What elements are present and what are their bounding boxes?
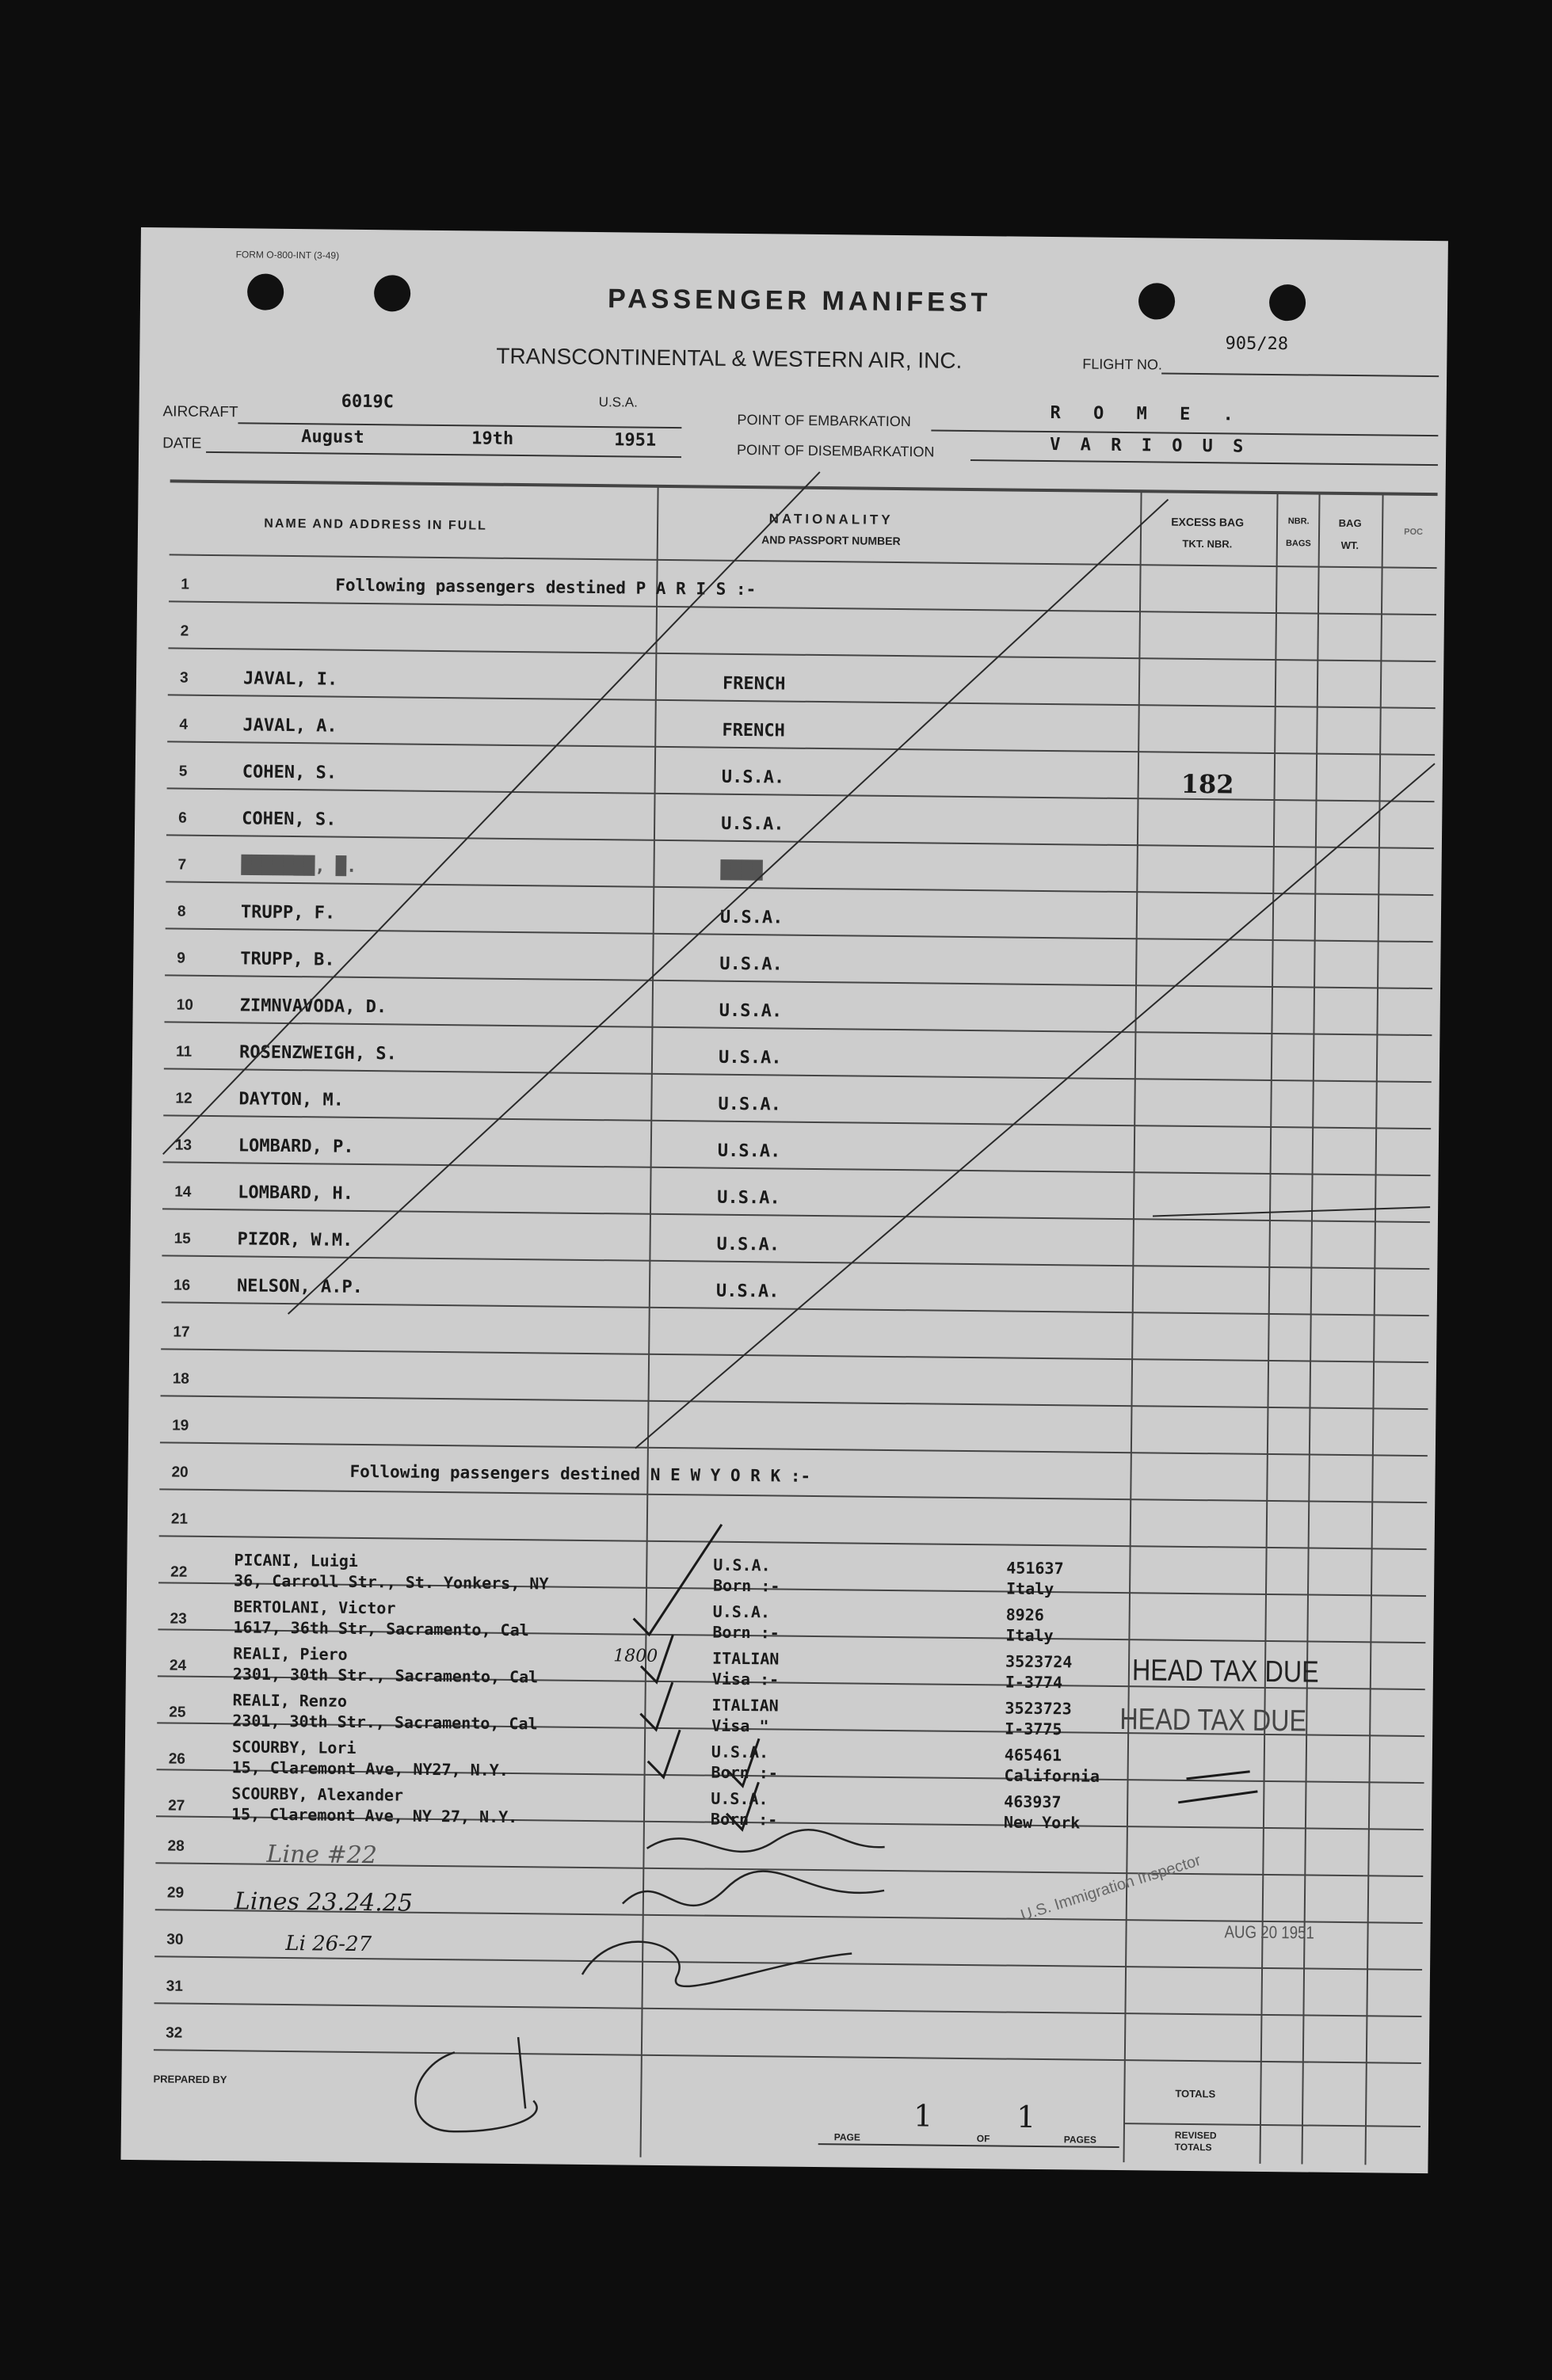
handwritten-note: Li 26-27 (285, 1932, 372, 1957)
row-number: 20 (171, 1464, 189, 1481)
passenger-address: 36, Carroll Str., St. Yonkers, NY (233, 1571, 549, 1594)
nationality: U.S.A. (716, 1234, 780, 1255)
head-tax-stamp: HEAD TAX DUE (1131, 1654, 1319, 1689)
passenger-name: LOMBARD, H. (238, 1182, 354, 1204)
bag-header: BAG (1338, 516, 1362, 530)
nationality-note: Born :- (712, 1622, 780, 1643)
disembarkation-value: V A R I O U S (1050, 435, 1249, 457)
row-number: 6 (178, 809, 187, 827)
passport-detail: California (1004, 1765, 1100, 1786)
embarkation-label: POINT OF EMBARKATION (737, 411, 911, 430)
passport-detail: New York (1003, 1812, 1081, 1833)
passport-detail: Italy (1005, 1625, 1054, 1646)
row-number: 13 (174, 1137, 193, 1154)
manifest-sheet (120, 227, 1447, 2173)
passenger-name: SCOURBY, Lori (231, 1737, 357, 1757)
strike-line (288, 490, 1169, 1323)
nationality: U.S.A. (718, 1047, 782, 1068)
passport-number: 465461 (1004, 1745, 1062, 1765)
revised-totals-label: TOTALS (1174, 2141, 1212, 2153)
passenger-name: NELSON, A.P. (236, 1276, 364, 1298)
row-number: 19 (172, 1417, 189, 1434)
extra-column-header: POC (1404, 527, 1424, 537)
row-number: 8 (177, 903, 186, 920)
nationality-note: Born :- (711, 1762, 779, 1783)
row-number: 23 (170, 1610, 187, 1628)
passenger-address: 2301, 30th Str., Sacramento, Cal (232, 1711, 538, 1734)
flight-number: 905/28 (1225, 333, 1289, 355)
row-number: 30 (166, 1931, 184, 1948)
passenger-name: TRUPP, B. (240, 949, 335, 970)
handwritten-note: Line #22 (266, 1840, 378, 1870)
row-number: 18 (172, 1370, 190, 1388)
check-mark-icon (641, 1635, 673, 1682)
signature (582, 1941, 852, 1988)
nationality: U.S.A. (718, 1094, 782, 1115)
check-mark-icon (633, 1524, 721, 1636)
row-number: 7 (177, 856, 187, 874)
nationality: U.S.A. (717, 1140, 781, 1162)
aircraft-country: U.S.A. (598, 394, 638, 410)
date-year: 1951 (614, 430, 657, 451)
row-number: 2 (180, 623, 189, 640)
handwritten-note: Lines 23.24.25 (234, 1887, 414, 1917)
passenger-name: PIZOR, W.M. (237, 1229, 353, 1251)
embarkation-value: R O M E . (1050, 403, 1245, 425)
nbr-header: NBR. (1287, 516, 1310, 527)
passenger-name: REALI, Renzo (232, 1690, 348, 1711)
strike-line (163, 465, 820, 1161)
passenger-address: 2301, 30th Str., Sacramento, Cal (232, 1664, 539, 1687)
date-day: 19th (471, 428, 514, 449)
signature (415, 2036, 538, 2133)
passenger-name: PICANI, Luigi (234, 1550, 359, 1571)
section-header-new-york: Following passengers destined N E W Y O R K :- (349, 1461, 811, 1486)
immigration-stamp-date: AUG 20 1951 (1224, 1921, 1314, 1943)
passenger-address: 15, Claremont Ave, NY27, N.Y. (231, 1757, 509, 1780)
head-tax-stamp: HEAD TAX DUE (1119, 1703, 1307, 1738)
check-mark-icon (726, 1782, 759, 1830)
prepared-by-label: PREPARED BY (153, 2073, 227, 2086)
passenger-name: LOMBARD, P. (238, 1136, 354, 1157)
passenger-address: 1617, 36th Str, Sacramento, Cal (233, 1617, 529, 1640)
row-number: 12 (175, 1090, 193, 1107)
nationality: U.S.A. (717, 1187, 780, 1209)
check-mark-icon (648, 1730, 681, 1777)
nationality: U.S.A. (711, 1788, 768, 1809)
date-label: DATE (162, 435, 202, 452)
redacted-name: ███████, █. (241, 855, 357, 877)
passport-column-header: AND PASSPORT NUMBER (761, 533, 901, 548)
passenger-address: 15, Claremont Ave, NY 27, N.Y. (231, 1804, 518, 1827)
signature (647, 1828, 885, 1853)
passport-number: 8926 (1005, 1605, 1045, 1625)
immigration-stamp: U.S. Immigration Inspector (1018, 1851, 1203, 1925)
ticket-number-header: TKT. NBR. (1182, 537, 1233, 550)
totals-label: TOTALS (1175, 2087, 1216, 2100)
pen-marks (120, 227, 1447, 2173)
passenger-name: ZIMNVAVODA, D. (239, 996, 387, 1018)
nationality: U.S.A. (719, 907, 784, 928)
excess-bag-header: EXCESS BAG (1171, 515, 1245, 529)
page-label: PAGE (833, 2131, 860, 2143)
flight-label: FLIGHT NO. (1082, 356, 1163, 373)
nationality: ITALIAN (711, 1695, 779, 1716)
strike-lines (160, 465, 1438, 1457)
passport-detail: I-3774 (1005, 1672, 1063, 1693)
signature (623, 1870, 884, 1908)
passenger-name: JAVAL, A. (242, 715, 337, 737)
company-name: TRANSCONTINENTAL & WESTERN AIR, INC. (496, 343, 963, 373)
nationality: U.S.A. (711, 1742, 769, 1762)
row-number: 32 (166, 2024, 183, 2042)
row-number: 14 (174, 1183, 192, 1201)
row-number: 9 (177, 950, 186, 967)
passport-detail: I-3775 (1005, 1719, 1062, 1739)
row-number: 3 (179, 669, 189, 687)
row-number: 10 (176, 996, 193, 1014)
passenger-name: COHEN, S. (242, 762, 337, 783)
passenger-name: COHEN, S. (242, 809, 337, 830)
page-number: 1 (913, 2098, 933, 2134)
nationality-column-header: NATIONALITY (768, 511, 894, 527)
passenger-name: TRUPP, F. (240, 902, 336, 923)
row-number: 17 (173, 1323, 190, 1341)
nationality: U.S.A. (719, 954, 783, 975)
nationality: U.S.A. (715, 1281, 780, 1302)
of-label: OF (976, 2133, 990, 2145)
nationality: U.S.A. (719, 1000, 783, 1022)
nationality-note: Visa :- (711, 1669, 780, 1689)
row-number: 22 (170, 1563, 188, 1581)
form-number: FORM O-800-INT (3-49) (235, 249, 340, 261)
check-mark-icon (726, 1738, 759, 1786)
redacted-nationality: ████ (720, 860, 763, 882)
row-number: 26 (168, 1750, 185, 1768)
passport-detail: Italy (1005, 1578, 1054, 1599)
dash-mark (1187, 1771, 1250, 1780)
nationality: U.S.A. (713, 1555, 771, 1575)
row-number: 5 (178, 763, 188, 780)
passenger-name: SCOURBY, Alexander (231, 1784, 404, 1805)
row-number: 1 (181, 576, 189, 593)
row-number: 31 (166, 1978, 183, 1995)
strike-line (1153, 1204, 1430, 1219)
nationality: ITALIAN (711, 1648, 780, 1669)
row-number: 29 (166, 1884, 185, 1902)
date-month: August (301, 427, 364, 447)
dash-mark (1178, 1791, 1257, 1803)
row-number: 25 (169, 1704, 186, 1721)
excess-ticket-number: 182 (1180, 768, 1234, 800)
nationality-note: Born :- (712, 1575, 780, 1596)
page-title: PASSENGER MANIFEST (607, 284, 992, 318)
revised-label: REVISED (1174, 2129, 1217, 2142)
check-mark-icon (640, 1682, 673, 1730)
strike-line (635, 756, 1435, 1457)
passenger-name: BERTOLANI, Victor (233, 1597, 396, 1618)
signatures (415, 1826, 885, 2136)
passport-number: 3523723 (1005, 1698, 1072, 1719)
section-header-paris: Following passengers destined P A R I S :- (335, 575, 757, 600)
nationality: FRENCH (722, 673, 786, 695)
bags-header: BAGS (1285, 539, 1311, 549)
passport-number: 451637 (1006, 1558, 1064, 1578)
passenger-name: JAVAL, I. (242, 668, 338, 690)
nationality: U.S.A. (712, 1601, 771, 1622)
passenger-name: ROSENZWEIGH, S. (238, 1042, 397, 1064)
row-number: 11 (175, 1043, 193, 1061)
row-number: 28 (167, 1837, 185, 1855)
disembarkation-label: POINT OF DISEMBARKATION (736, 441, 935, 460)
row-number: 24 (169, 1657, 187, 1674)
row-number: 27 (168, 1797, 185, 1815)
nationality-note: Born :- (710, 1809, 778, 1830)
row-number: 15 (174, 1230, 191, 1247)
aircraft-label: AIRCRAFT (162, 403, 238, 421)
pages-number: 1 (1016, 2099, 1036, 2134)
handwritten-fine: 1800 (613, 1646, 658, 1666)
passenger-name: DAYTON, M. (238, 1089, 345, 1110)
passport-number: 463937 (1004, 1792, 1062, 1812)
aircraft-value: 6019C (341, 391, 395, 413)
passenger-name: REALI, Piero (233, 1643, 348, 1664)
row-number: 21 (170, 1510, 189, 1528)
nationality: FRENCH (722, 720, 785, 741)
name-column-header: NAME AND ADDRESS IN FULL (264, 516, 487, 533)
passport-number: 3523724 (1005, 1651, 1073, 1672)
pages-label: PAGES (1063, 2134, 1096, 2146)
weight-header: WT. (1340, 539, 1359, 552)
row-number: 4 (179, 716, 189, 733)
check-marks (631, 1524, 1260, 1835)
nationality-note: Visa " (711, 1716, 769, 1736)
nationality: U.S.A. (721, 813, 784, 835)
nationality: U.S.A. (721, 767, 785, 788)
row-number: 16 (173, 1277, 191, 1294)
